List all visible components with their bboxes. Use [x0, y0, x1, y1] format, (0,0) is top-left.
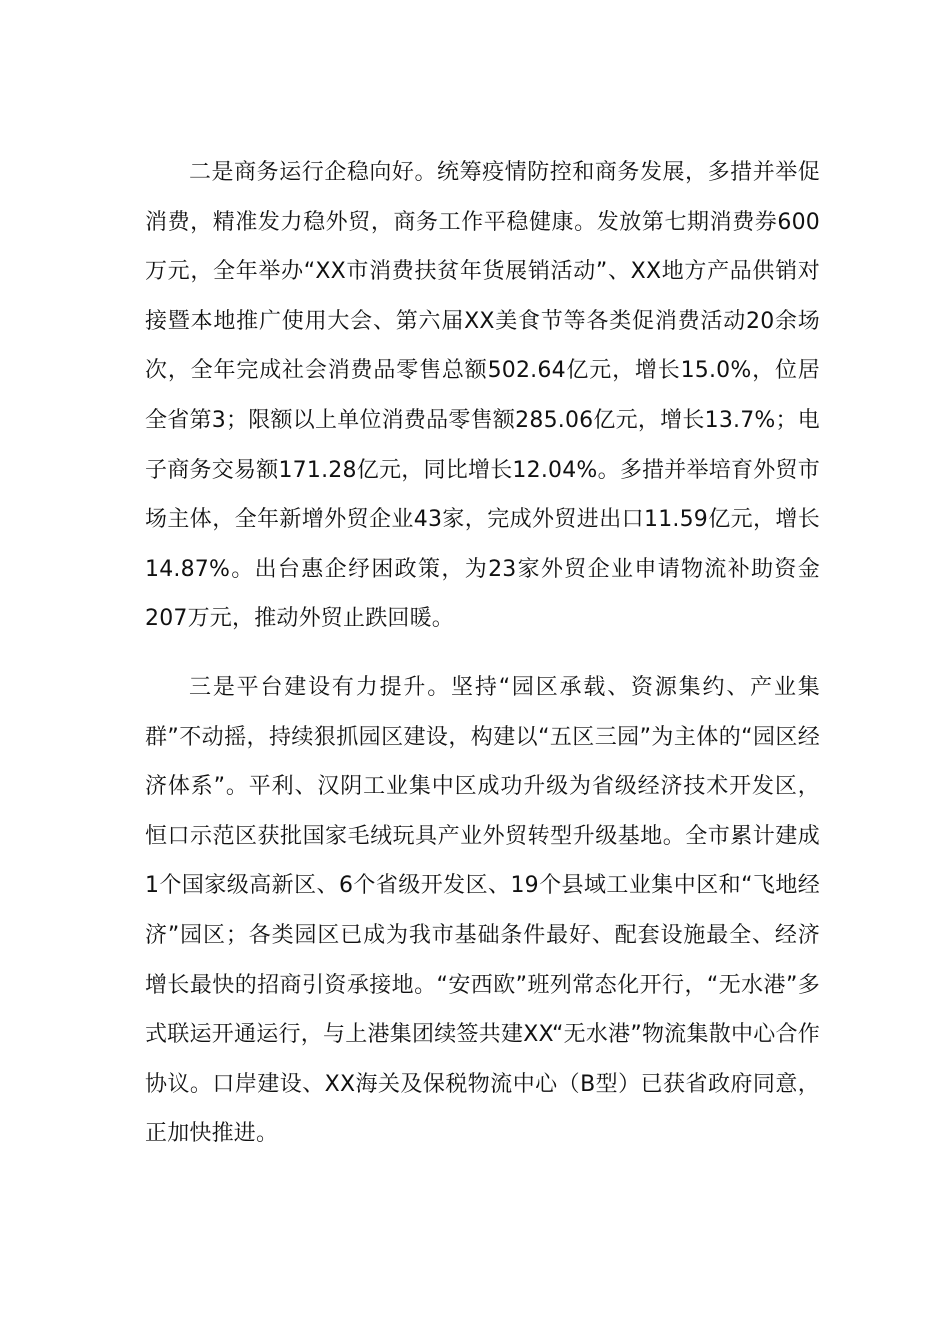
- paragraph-commerce-operation: 二是商务运行企稳向好。统筹疫情防控和商务发展，多措并举促消费，精准发力稳外贸，商务工作平稳健康。发放第七期消费券600万元，全年举办“XX市消费扶贫年货展销活动”、XX地方产品供销对接暨本地推广使用大会、第六届XX美食节等各类促消费活动20余场次，全年完成社会消费品零售总额502.64亿元，增长15.0%，位居全省第3；限额以上单位消费品零售额285.06亿元，增长13.7%；电子商务交易额171.28亿元，同比增长12.04%。多措并举培育外贸市场主体，全年新增外贸企业43家，完成外贸进出口11.59亿元，增长14.87%。出台惠企纾困政策，为23家外贸企业申请物流补助资金207万元，推动外贸止跌回暖。: [145, 160, 820, 632]
- document-body: [145, 148, 820, 1159]
- paragraph-platform-construction: 三是平台建设有力提升。坚持“园区承载、资源集约、产业集群”不动摇，持续狠抓园区建设，构建以“五区三园”为主体的“园区经济体系”。平利、汉阴工业集中区成功升级为省级经济技术开发区，恒口示范区获批国家毛绒玩具产业外贸转型升级基地。全市累计建成1个国家级高新区、6个省级开发区、19个县域工业集中区和“飞地经济”园区；各类园区已成为我市基础条件最好、配套设施最全、经济增长最快的招商引资承接地。“安西欧”班列常态化开行，“无水港”多式联运开通运行，与上港集团续签共建XX“无水港”物流集散中心合作协议。口岸建设、XX海关及保税物流中心（B型）已获省政府同意，正加快推进。: [145, 674, 820, 1147]
